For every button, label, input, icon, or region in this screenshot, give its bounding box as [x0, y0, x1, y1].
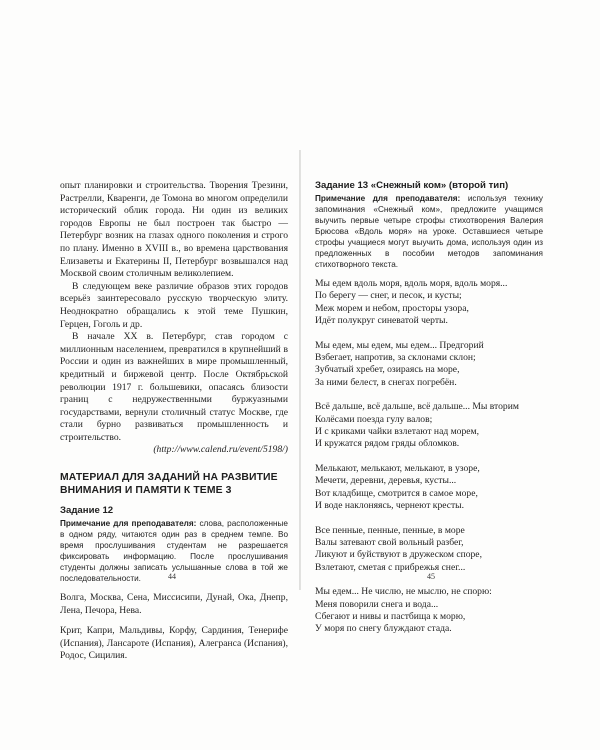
poem-line: Зубчатый хребет, озираясь на море, — [315, 364, 460, 376]
poem-line: И с криками чайки взлетают над морем, — [315, 426, 479, 438]
poem-line: Мы едем... Не числю, не мыслю, не спорю: — [315, 586, 492, 598]
stanza — [315, 340, 543, 390]
poem-line: Меня поворили снега и вода... — [315, 598, 439, 610]
poem-line: Идёт полукруг синеватой черты. — [315, 315, 448, 327]
task-13-title: Задание 13 «Снежный ком» (второй тип) — [315, 180, 509, 191]
poem-line: За ними белест, в снегах погребён. — [315, 376, 457, 388]
source-link: (http://www.calend.ru/event/5198/) — [153, 444, 288, 456]
note-label: Примечание для преподавателя: — [60, 519, 197, 529]
note-text: используя технику запоминания «Снежный ком», предложите учащимся выучить первые четыре строфы стихотворения Валерия Брюсова «Вдоль моря» на уроке. Оставшиеся четыре строфы учащиеся могут выучить дома, используя один из предложенных в пособии методов запоминания стихотворного текста. — [315, 194, 543, 269]
poem-line: Вот кладбище, смотрится в самое море, — [315, 487, 478, 499]
stanza — [315, 463, 543, 513]
page-number-left: 44 — [168, 572, 176, 581]
poem-line: Меж морем и небом, просторы узора, — [315, 302, 469, 314]
poem-line: Все пенные, пенные, пенные, в море — [315, 524, 465, 536]
poem-line: Ликуют и буйствуют в дружеском споре, — [315, 549, 482, 561]
poem-line: И воде наклоняясь, чернеют кресты. — [315, 500, 465, 512]
poem — [315, 278, 543, 636]
page-number-right: 45 — [427, 572, 435, 581]
task-12-title: Задание 12 — [60, 505, 114, 517]
poem-line: Мечети, деревни, деревья, кусты... — [315, 475, 457, 487]
stanza — [315, 586, 543, 636]
stanza — [315, 525, 543, 575]
poem-line: Всё дальше, всё дальше, всё дальше... Мы вторим — [315, 401, 519, 413]
word-list-rivers: Волга, Москва, Сена, Миссисипи, Дунай, Ока, Днепр, Лена, Печора, Нева. — [60, 592, 288, 616]
poem-line: Колёсами поезда гулу валов; — [315, 413, 433, 425]
left-page — [60, 180, 288, 671]
poem-line: Валы затевают свой вольный разбег, — [315, 536, 464, 548]
poem-line: Взбегает, напротив, за склонами склон; — [315, 352, 476, 364]
poem-line: Мы едем, мы едем, мы едем... Предгорий — [315, 339, 484, 351]
stanza — [315, 401, 543, 451]
section-heading: МАТЕРИАЛ ДЛЯ ЗАДАНИЙ НА РАЗВИТИЕ ВНИМАНИЯ И ПАМЯТИ К ТЕМЕ 3 — [60, 472, 278, 497]
poem-line: Взлетают, сметая с прибрежья снег... — [315, 561, 466, 573]
book-fold — [299, 150, 301, 590]
poem-line: Мы едем вдоль моря, вдоль моря, вдоль моря... — [315, 278, 508, 289]
poem-line: По берегу — снег, и песок, и кусты; — [315, 290, 462, 302]
intro-paragraph: опыт планировки и строительства. Творения Трезини, Растрелли, Кваренги, де Томона во многом определили исторический облик города. Ни один из великих городов Европы не был построен так быстро — Петербург возник на глазах одного поколения и строго по плану. Именно в XVIII в., во времена царствования Елизаветы и Екатерины II, Петербург возвышался над Москвой своим столичным великолепием. — [60, 180, 288, 280]
poem-line: У моря по снегу блуждают стада. — [315, 623, 452, 635]
word-list-islands: Крит, Капри, Мальдивы, Корфу, Сардиния, Тенерифе (Испания), Лансароте (Испания), Алегранса (Испания), Родос, Сицилия. — [60, 625, 288, 662]
task-13-note — [315, 193, 543, 270]
note-label: Примечание для преподавателя: — [315, 194, 461, 203]
poem-line: Мелькают, мелькают, мелькают, в узоре, — [315, 462, 480, 474]
stanza — [315, 278, 543, 328]
poem-line: И кружатся рядом гряды обломков. — [315, 438, 460, 450]
right-page — [315, 180, 543, 636]
paragraph-3: В начале XX в. Петербург, став городом с миллионным населением, превратился в крупнейший в России и один из важнейших в мире промышленный, кредитный и биржевой центр. После Октябрьской революции 1917 г. большевики, опасаясь близости границ с недружественными буржуазными государствами, вернули столичный статус Москве, где стали бурно развиваться промышленность и строительство. — [60, 331, 288, 443]
poem-line: Сбегают и нивы и пастбища к морю, — [315, 610, 466, 622]
note-text: слова, расположенные в одном ряду, читаются один раз в среднем темпе. Во время прослушивания студентам не разрешается фиксировать информацию. После прослушивания студенты должны записать услышанные слова в той же последовательности. — [60, 519, 288, 584]
paragraph-2: В следующем веке различие образов этих городов всерьёз заинтересовало русскую творческую элиту. Неоднократно обращались к этой теме Пушкин, Герцен, Гоголь и др. — [60, 280, 288, 330]
